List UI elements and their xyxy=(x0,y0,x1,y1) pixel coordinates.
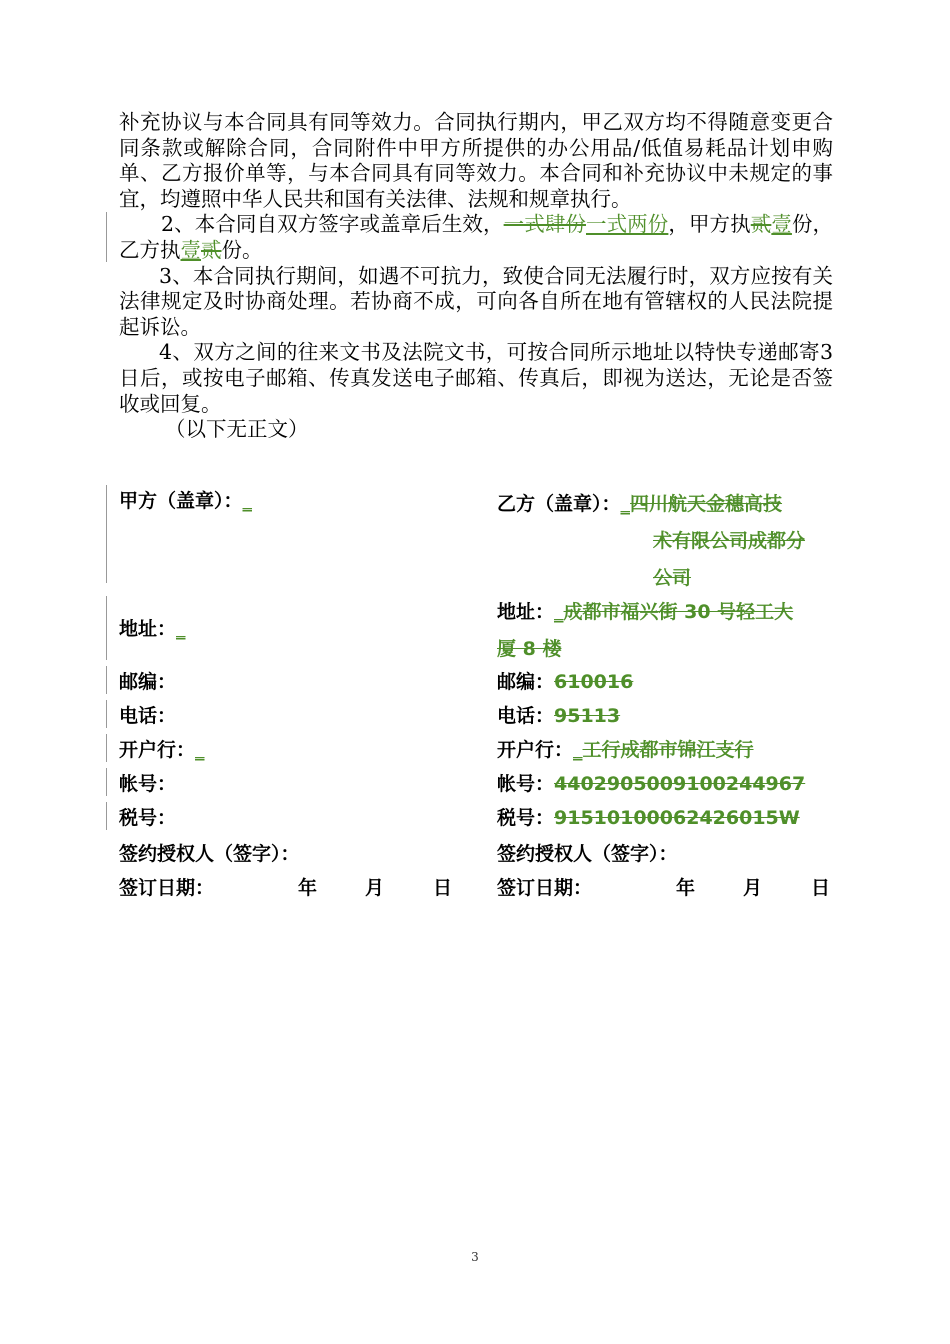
party-b-phone xyxy=(497,701,620,728)
party-b-tax-label: 税号： xyxy=(497,807,555,829)
party-b-address xyxy=(497,594,793,668)
inserted-text: 壹 xyxy=(771,212,792,237)
page-number: 3 xyxy=(471,1250,479,1264)
party-a-date-label: 签订日期： xyxy=(119,877,215,899)
party-b-tax xyxy=(497,803,800,830)
party-a-signer-label: 签约授权人（签字）： xyxy=(119,843,300,865)
party-b-address-label: 地址： xyxy=(497,601,555,623)
party-b-bank-label: 开户行： xyxy=(497,739,574,761)
text: 份，乙方执 xyxy=(119,212,834,262)
text: 2、本合同自双方签字或盖章后生效， xyxy=(161,212,504,237)
inserted-text: 一式两份 xyxy=(586,212,669,237)
party-a-stamp xyxy=(119,486,252,513)
party-a-bank xyxy=(119,735,205,762)
party-a-stamp-label: 甲方（盖章）： xyxy=(119,490,243,512)
party-b-date-year: 年 xyxy=(676,877,696,899)
party-a-address-label: 地址： xyxy=(119,618,177,640)
party-b-phone-label: 电话： xyxy=(497,705,555,727)
party-a-phone-label: 电话： xyxy=(119,705,177,727)
party-b-date-month: 月 xyxy=(743,877,763,899)
party-a-date-day: 日 xyxy=(433,877,453,899)
party-a-account-label: 帐号： xyxy=(119,773,177,795)
paragraph-force-majeure: 3、本合同执行期间，如遇不可抗力，致使合同无法履行时，双方应按有关法律规定及时协商处理。若协商不成，可向各自所在地有管辖权的人民法院提起诉讼。 xyxy=(119,263,833,339)
party-b-date-day: 日 xyxy=(811,877,831,899)
party-b-stamp xyxy=(497,486,805,597)
party-a-date-month: 月 xyxy=(365,877,385,899)
party-b-account-value: 4402905009100244967 xyxy=(554,773,806,795)
party-b-company-name: 公司 xyxy=(653,567,692,589)
revision-bar xyxy=(106,734,107,762)
contract-body xyxy=(119,110,833,443)
party-b-bank-value: 工行成都市锦江支行 xyxy=(582,739,754,761)
party-a-bank-value: _ xyxy=(195,739,205,761)
paragraph-documents: 4、双方之间的往来文书及法院文书，可按合同所示地址以特快专递邮寄3日后，或按电子邮箱、传真发送电子邮箱、传真后，即视为送达，无论是否签收或回复。 xyxy=(119,340,833,416)
revision-bar xyxy=(106,485,107,583)
revision-bar xyxy=(106,212,107,262)
party-b-company-name: 术有限公司成都分 xyxy=(653,530,806,552)
revision-bar xyxy=(106,768,107,796)
revision-bar xyxy=(106,596,107,660)
party-b-postcode-label: 邮编： xyxy=(497,671,555,693)
party-a-date-year: 年 xyxy=(298,877,318,899)
party-b-signer-label: 签约授权人（签字）： xyxy=(497,843,678,865)
party-b-postcode xyxy=(497,667,633,694)
party-b-date-label: 签订日期： xyxy=(497,877,593,899)
paragraph-supplement: 补充协议与本合同具有同等效力。合同执行期内，甲乙双方均不得随意变更合同条款或解除合同，合同附件中甲方所提供的办公用品/低值易耗品计划申购单、乙方报价单等，与本合同具有同等效力。本合同和补充协议中未规定的事宜，均遵照中华人民共和国有关法律、法规和规章执行。 xyxy=(119,110,833,211)
party-a-address-value: _ xyxy=(176,618,186,640)
party-b-account xyxy=(497,769,805,796)
party-b-address-value: 成都市福兴街 30 号轻工大 xyxy=(563,601,794,623)
deleted-text: 贰 xyxy=(750,212,772,237)
party-a-tax-label: 税号： xyxy=(119,807,177,829)
party-a-address xyxy=(119,614,186,641)
revision-bar xyxy=(106,802,107,830)
party-b-postcode-value: 610016 xyxy=(554,671,634,693)
text: ，甲方执 xyxy=(668,212,751,237)
party-a-bank-label: 开户行： xyxy=(119,739,196,761)
party-b-stamp-label: 乙方（盖章）： xyxy=(497,493,621,515)
party-b-account-label: 帐号： xyxy=(497,773,555,795)
revision-bar xyxy=(106,666,107,694)
party-b-address-prefix: _ xyxy=(554,601,564,623)
party-b-bank-prefix: _ xyxy=(573,739,583,761)
inserted-text: 壹 xyxy=(180,237,201,262)
party-b-company-name: 四川航天金穗高技 xyxy=(630,493,783,515)
deleted-text: 贰 xyxy=(201,237,222,262)
party-b-tax-value: 91510100062426015W xyxy=(554,807,800,829)
deleted-text: 一式肆份 xyxy=(503,212,586,237)
party-b-bank xyxy=(497,735,754,762)
party-b-address-value: 厦 8 楼 xyxy=(497,638,562,660)
revision-bar xyxy=(106,700,107,728)
text: 份。 xyxy=(221,237,263,262)
party-a-postcode-label: 邮编： xyxy=(119,671,177,693)
paragraph-end-note: （以下无正文） xyxy=(165,417,309,442)
paragraph-effective xyxy=(119,212,833,263)
party-a-stamp-value: _ xyxy=(242,490,253,512)
party-b-stamp-prefix: _ xyxy=(620,493,631,515)
party-b-phone-value: 95113 xyxy=(554,705,621,727)
